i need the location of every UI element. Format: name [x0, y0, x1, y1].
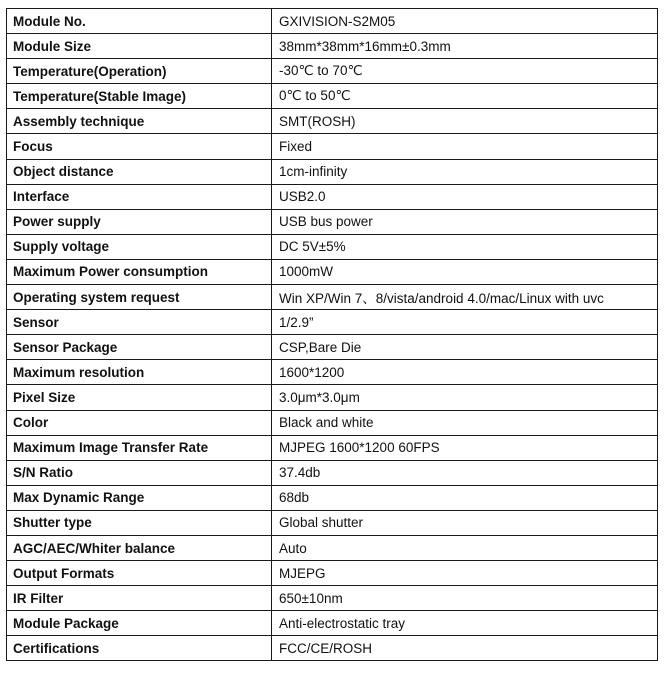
spec-label: Power supply — [7, 209, 272, 234]
spec-label: Certifications — [7, 636, 272, 661]
table-row — [7, 134, 658, 159]
spec-value: 38mm*38mm*16mm±0.3mm — [272, 34, 658, 59]
spec-label: Interface — [7, 184, 272, 209]
table-row — [7, 410, 658, 435]
spec-label: Assembly technique — [7, 109, 272, 134]
table-row — [7, 59, 658, 84]
spec-label: Sensor Package — [7, 335, 272, 360]
spec-value: FCC/CE/ROSH — [272, 636, 658, 661]
spec-value: 3.0μm*3.0μm — [272, 385, 658, 410]
spec-label: Maximum resolution — [7, 360, 272, 385]
table-row — [7, 9, 658, 34]
spec-value: 0℃ to 50℃ — [272, 84, 658, 109]
spec-value: 68db — [272, 485, 658, 510]
spec-value: DC 5V±5% — [272, 234, 658, 259]
spec-label: Module No. — [7, 9, 272, 34]
table-row — [7, 435, 658, 460]
spec-label: Sensor — [7, 310, 272, 335]
table-row — [7, 335, 658, 360]
spec-label: AGC/AEC/Whiter balance — [7, 535, 272, 560]
spec-value: Win XP/Win 7、8/vista/android 4.0/mac/Linux with uvc — [272, 285, 658, 310]
table-row — [7, 259, 658, 284]
spec-label: Module Size — [7, 34, 272, 59]
table-row — [7, 360, 658, 385]
spec-label: Operating system request — [7, 285, 272, 310]
spec-label: Shutter type — [7, 510, 272, 535]
spec-value: 1600*1200 — [272, 360, 658, 385]
spec-label: Maximum Image Transfer Rate — [7, 435, 272, 460]
table-row — [7, 636, 658, 661]
spec-value: GXIVISION-S2M05 — [272, 9, 658, 34]
spec-value: Global shutter — [272, 510, 658, 535]
spec-label: Temperature(Stable Image) — [7, 84, 272, 109]
table-row — [7, 385, 658, 410]
spec-value: USB2.0 — [272, 184, 658, 209]
table-row — [7, 535, 658, 560]
spec-label: Pixel Size — [7, 385, 272, 410]
spec-label: Max Dynamic Range — [7, 485, 272, 510]
spec-value: -30℃ to 70℃ — [272, 59, 658, 84]
table-row — [7, 34, 658, 59]
spec-value: Fixed — [272, 134, 658, 159]
table-row — [7, 485, 658, 510]
spec-table — [6, 8, 658, 661]
spec-label: Color — [7, 410, 272, 435]
spec-label: Supply voltage — [7, 234, 272, 259]
spec-table-body — [7, 9, 658, 661]
table-row — [7, 285, 658, 310]
spec-value: SMT(ROSH) — [272, 109, 658, 134]
spec-value: 1/2.9” — [272, 310, 658, 335]
spec-value: USB bus power — [272, 209, 658, 234]
table-row — [7, 586, 658, 611]
table-row — [7, 310, 658, 335]
spec-label: Focus — [7, 134, 272, 159]
spec-value: Black and white — [272, 410, 658, 435]
table-row — [7, 209, 658, 234]
table-row — [7, 510, 658, 535]
table-row — [7, 611, 658, 636]
spec-value: 1000mW — [272, 259, 658, 284]
spec-value: MJEPG — [272, 561, 658, 586]
spec-value: 650±10nm — [272, 586, 658, 611]
spec-value: 1cm-infinity — [272, 159, 658, 184]
table-row — [7, 109, 658, 134]
spec-value: Anti-electrostatic tray — [272, 611, 658, 636]
spec-value: MJPEG 1600*1200 60FPS — [272, 435, 658, 460]
spec-value: CSP,Bare Die — [272, 335, 658, 360]
spec-value: Auto — [272, 535, 658, 560]
spec-label: Output Formats — [7, 561, 272, 586]
spec-label: Module Package — [7, 611, 272, 636]
table-row — [7, 184, 658, 209]
table-row — [7, 84, 658, 109]
spec-label: Maximum Power consumption — [7, 259, 272, 284]
table-row — [7, 561, 658, 586]
spec-label: Temperature(Operation) — [7, 59, 272, 84]
spec-value: 37.4db — [272, 460, 658, 485]
table-row — [7, 159, 658, 184]
table-row — [7, 460, 658, 485]
spec-label: Object distance — [7, 159, 272, 184]
spec-label: S/N Ratio — [7, 460, 272, 485]
spec-label: IR Filter — [7, 586, 272, 611]
table-row — [7, 234, 658, 259]
